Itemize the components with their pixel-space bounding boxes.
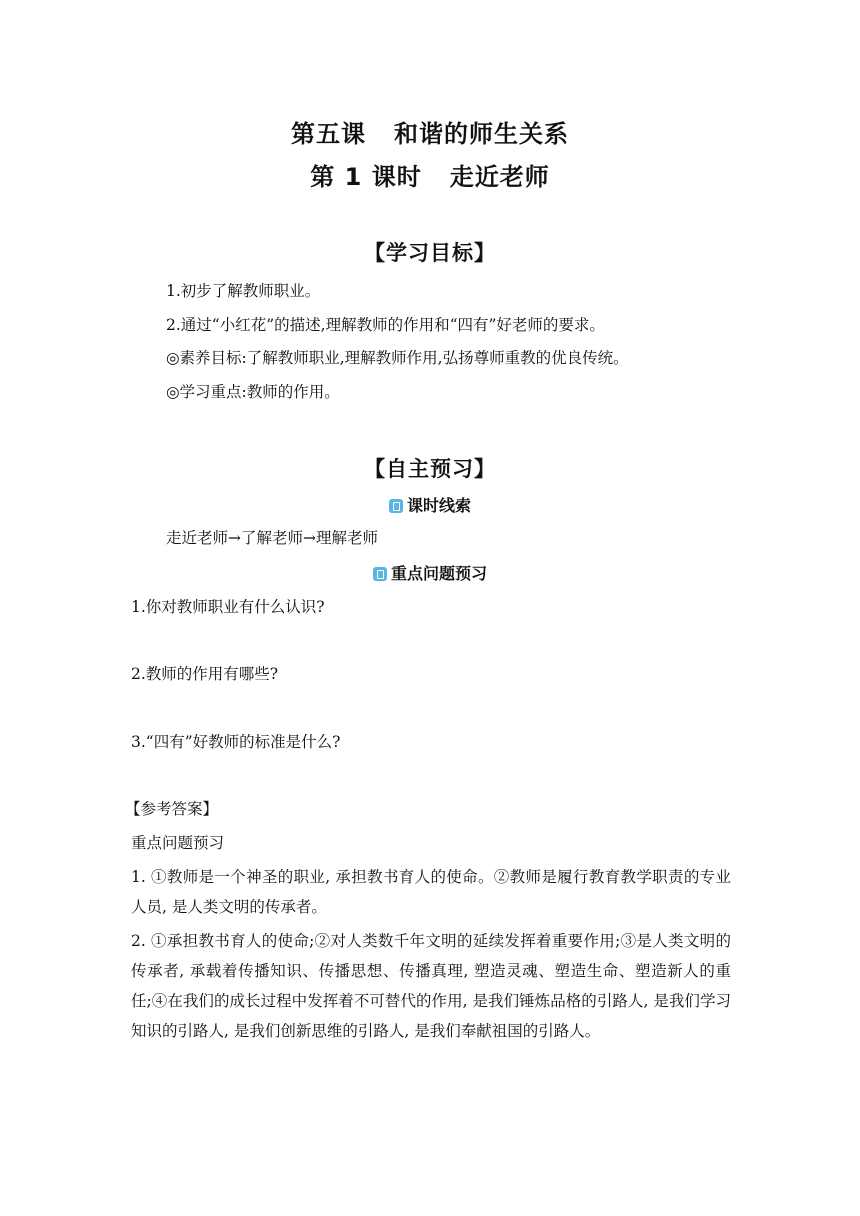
- period-title: [0, 157, 860, 192]
- answer-item: 2. ①承担教书育人的使命;②对人类数千年文明的延续发挥着重要作用;③是人类文明的传承者, 承载着传播知识、传播思想、传播真理, 塑造灵魂、塑造生命、塑造新人的重任;④在我们的成长过程中发挥着不可替代的作用, 是我们锤炼品格的引路人, 是我们学习知识的引路人, 是我们创新思维的引路人, 是我们奉献祖国的引路人。: [131, 932, 731, 1040]
- lesson-number: 第五课: [291, 120, 366, 148]
- question-item: 1.你对教师职业有什么认识?: [131, 598, 325, 616]
- lesson-name: 和谐的师生关系: [394, 120, 569, 148]
- period-number: 第 1 课时: [310, 163, 422, 191]
- clue-text: 走近老师→了解老师→理解老师: [166, 529, 378, 547]
- clue-label: 课时线索: [406, 496, 471, 515]
- lesson-title: [0, 114, 860, 149]
- clue-subheading: [0, 493, 860, 516]
- note-icon: [389, 499, 403, 513]
- objectives-heading: 【学习目标】: [364, 241, 496, 265]
- answer-item: 1. ①教师是一个神圣的职业, 承担教书育人的使命。②教师是履行教育教学职责的专业人员, 是人类文明的传承者。: [131, 868, 731, 916]
- answers-heading: 【参考答案】: [125, 800, 219, 818]
- question-item: 2.教师的作用有哪些?: [131, 665, 279, 683]
- preview-heading: 【自主预习】: [364, 457, 496, 481]
- answers-subheading: 重点问题预习: [131, 834, 225, 852]
- book-icon: [373, 567, 387, 581]
- period-name: 走近老师: [449, 163, 550, 191]
- objective-item: 1.初步了解教师职业。: [166, 282, 321, 300]
- objective-item: 2.通过“小红花”的描述,理解教师的作用和“四有”好老师的要求。: [166, 316, 605, 334]
- objective-item: ◎学习重点:教师的作用。: [166, 383, 340, 401]
- questions-label: 重点问题预习: [390, 564, 487, 583]
- question-item: 3.“四有”好教师的标准是什么?: [131, 733, 341, 751]
- questions-subheading: [0, 561, 860, 584]
- objective-item: ◎素养目标:了解教师职业,理解教师作用,弘扬尊师重教的优良传统。: [166, 349, 629, 367]
